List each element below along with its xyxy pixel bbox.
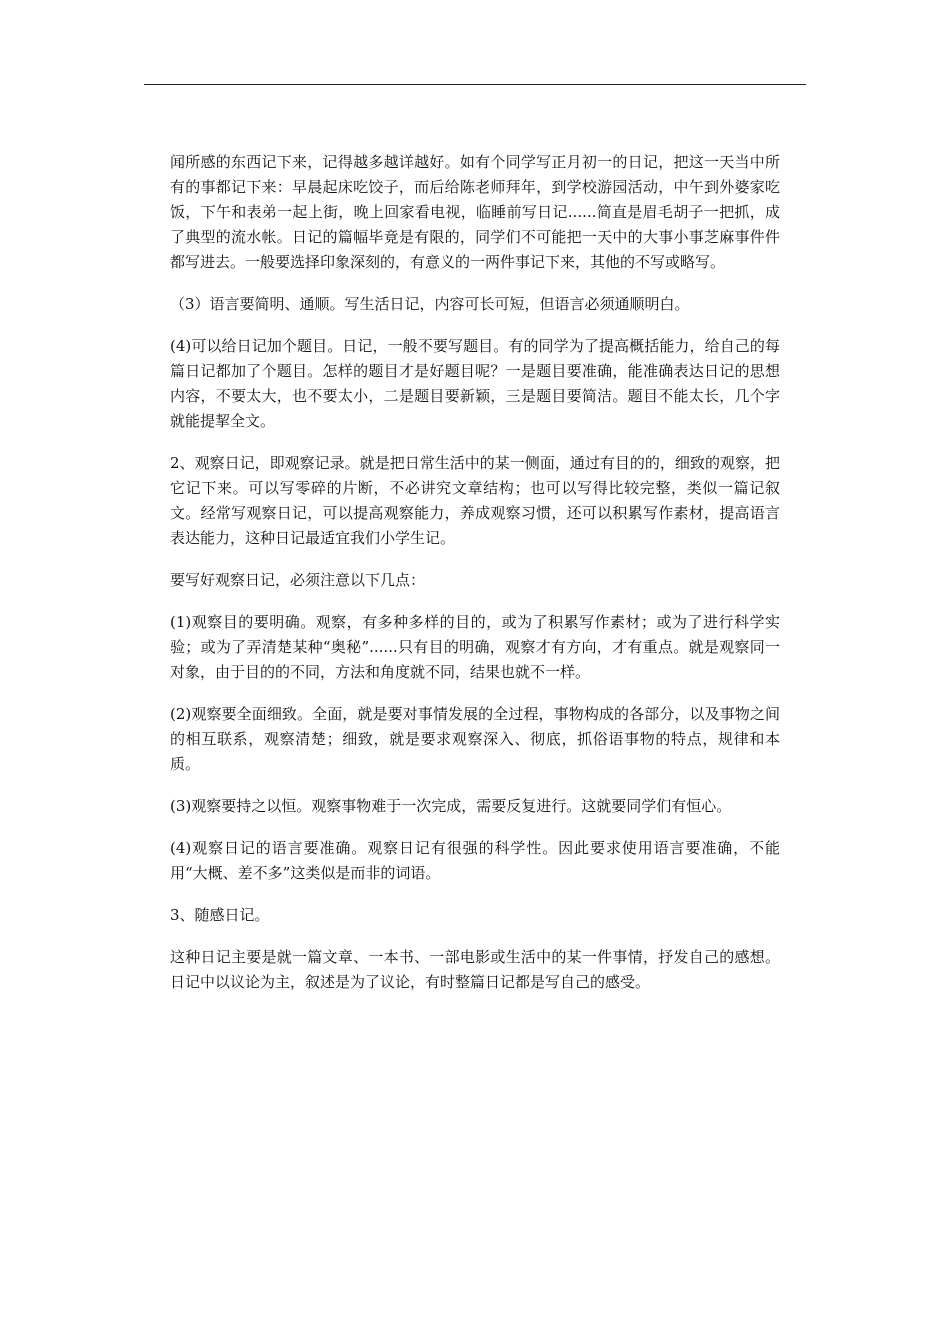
paragraph-observation-diary: 2、观察日记，即观察记录。就是把日常生活中的某一侧面，通过有目的的，细致的观察，把它记下来。可以写零碎的片断，不必讲究文章结构；也可以写得比较完整，类似一篇记叙文。经常写观察日记，可以提高观察能力，养成观察习惯，还可以积累写作素材，提高语言表达能力，这种日记最适宜我们小学生记。 xyxy=(170,454,780,547)
paragraph-observation-point-3: (3)观察要持之以恒。观察事物难于一次完成，需要反复进行。这就要同学们有恒心。 xyxy=(170,797,732,815)
document-body xyxy=(170,150,780,1012)
paragraph-observation-point-2: (2)观察要全面细致。全面，就是要对事情发展的全过程，事物构成的各部分，以及事物之间的相互联系，观察清楚；细致，就是要求观察深入、彻底，抓俗语事物的特点，规律和本质。 xyxy=(170,705,780,773)
header-rule xyxy=(144,84,806,85)
paragraph-point-4-title: (4)可以给日记加个题目。日记，一般不要写题目。有的同学为了提高概括能力，给自己的每篇日记都加了个题目。怎样的题目才是好题目呢？一是题目要准确，能准确表达日记的思想内容，不要太大，也不要太小，二是题目要新颖，三是题目要简洁。题目不能太长，几个字就能提挈全文。 xyxy=(170,337,780,430)
paragraph-observation-point-4: (4)观察日记的语言要准确。观察日记有很强的科学性。因此要求使用语言要准确，不能用“大概、差不多”这类似是而非的词语。 xyxy=(170,839,780,882)
paragraph-reflection-heading: 3、随感日记。 xyxy=(170,906,270,924)
paragraph-observation-point-1: (1)观察目的要明确。观察，有多种多样的目的，或为了积累写作素材；或为了进行科学实验；或为了弄清楚某种“奥秘”......只有目的明确，观察才有方向，才有重点。就是观察同一对象，由于目的的不同，方法和角度就不同，结果也就不一样。 xyxy=(170,613,780,681)
paragraph-continuation: 闻所感的东西记下来，记得越多越详越好。如有个同学写正月初一的日记，把这一天当中所有的事都记下来：早晨起床吃饺子，而后给陈老师拜年，到学校游园活动，中午到外婆家吃饭，下午和表弟一起上街，晚上回家看电视，临睡前写日记......简直是眉毛胡子一把抓，成了典型的流水帐。日记的篇幅毕竟是有限的，同学们不可能把一天中的大事小事芝麻事件件都写进去。一般要选择印象深刻的，有意义的一两件事记下来，其他的不写或略写。 xyxy=(170,153,780,271)
paragraph-observation-intro: 要写好观察日记，必须注意以下几点： xyxy=(170,571,426,589)
paragraph-reflection-diary: 这种日记主要是就一篇文章、一本书、一部电影或生活中的某一件事情，抒发自己的感想。日记中以议论为主，叙述是为了议论，有时整篇日记都是写自己的感受。 xyxy=(170,948,780,991)
paragraph-point-3-language: （3）语言要简明、通顺。写生活日记，内容可长可短，但语言必须通顺明白。 xyxy=(170,295,690,313)
